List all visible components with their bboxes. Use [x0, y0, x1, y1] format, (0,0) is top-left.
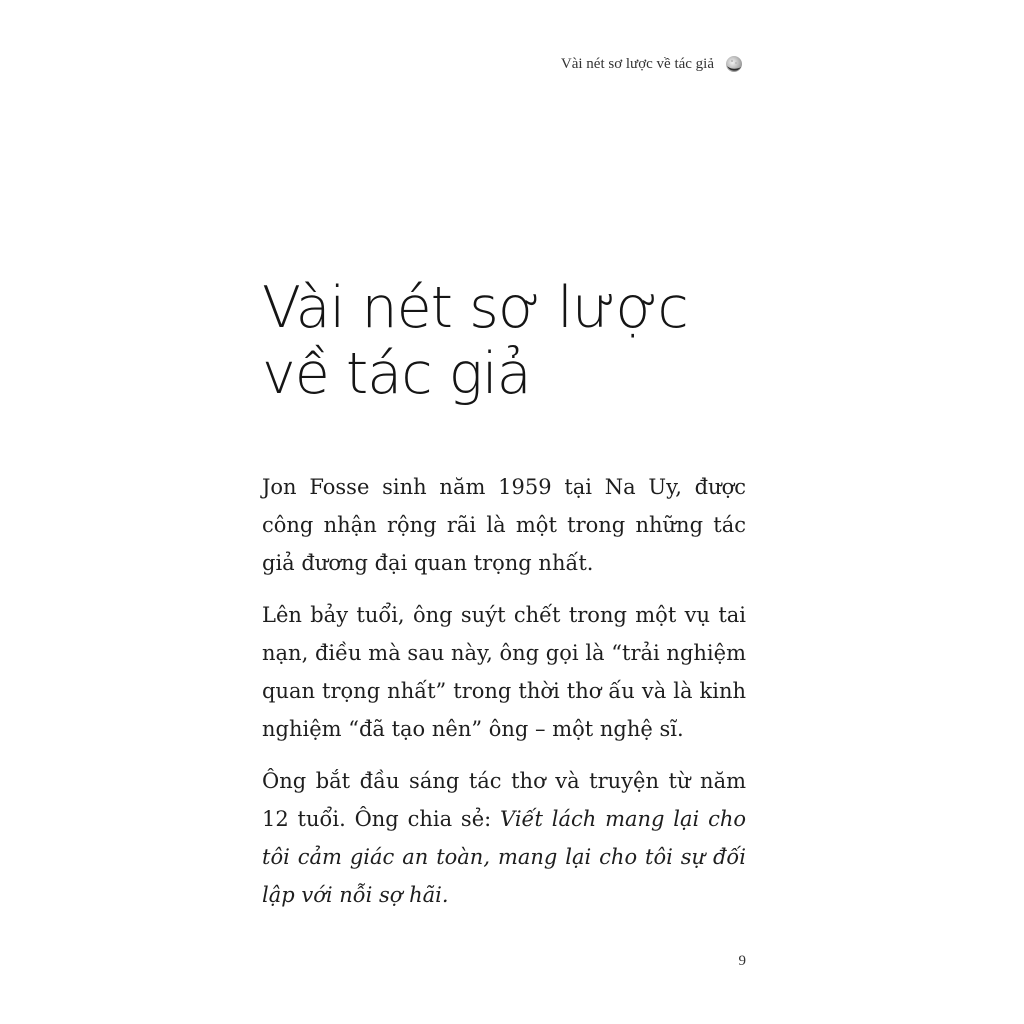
paragraph-3-intro: Ông bắt đầu sáng tác thơ và truyện từ năm 12 tuổi. Ông chia sẻ:	[262, 769, 746, 831]
moon-icon	[724, 54, 744, 74]
chapter-title-line-2: về tác giả	[262, 341, 531, 407]
paragraph-3-quote: Viết lách mang lại cho tôi cảm giác an toàn, mang lại cho tôi sự đối lập với nỗi sợ hãi.	[262, 807, 746, 907]
chapter-title-line-1: Vài nét sơ lược	[262, 275, 688, 341]
page-number: 9	[738, 953, 746, 969]
paragraph-2: Lên bảy tuổi, ông suýt chết trong một vụ tai nạn, điều mà sau này, ông gọi là “trải nghiệm quan trọng nhất” trong thời thơ ấu và là kinh nghiệm “đã tạo nên” ông – một nghệ sĩ.	[262, 603, 746, 741]
running-header	[561, 54, 744, 74]
paragraph-3	[262, 762, 746, 914]
chapter-title	[262, 275, 742, 407]
running-header-title: Vài nét sơ lược về tác giả	[560, 55, 714, 72]
body-text	[262, 468, 746, 928]
paragraph-1: Jon Fosse sinh năm 1959 tại Na Uy, được công nhận rộng rãi là một trong những tác giả đương đại quan trọng nhất.	[262, 475, 746, 575]
